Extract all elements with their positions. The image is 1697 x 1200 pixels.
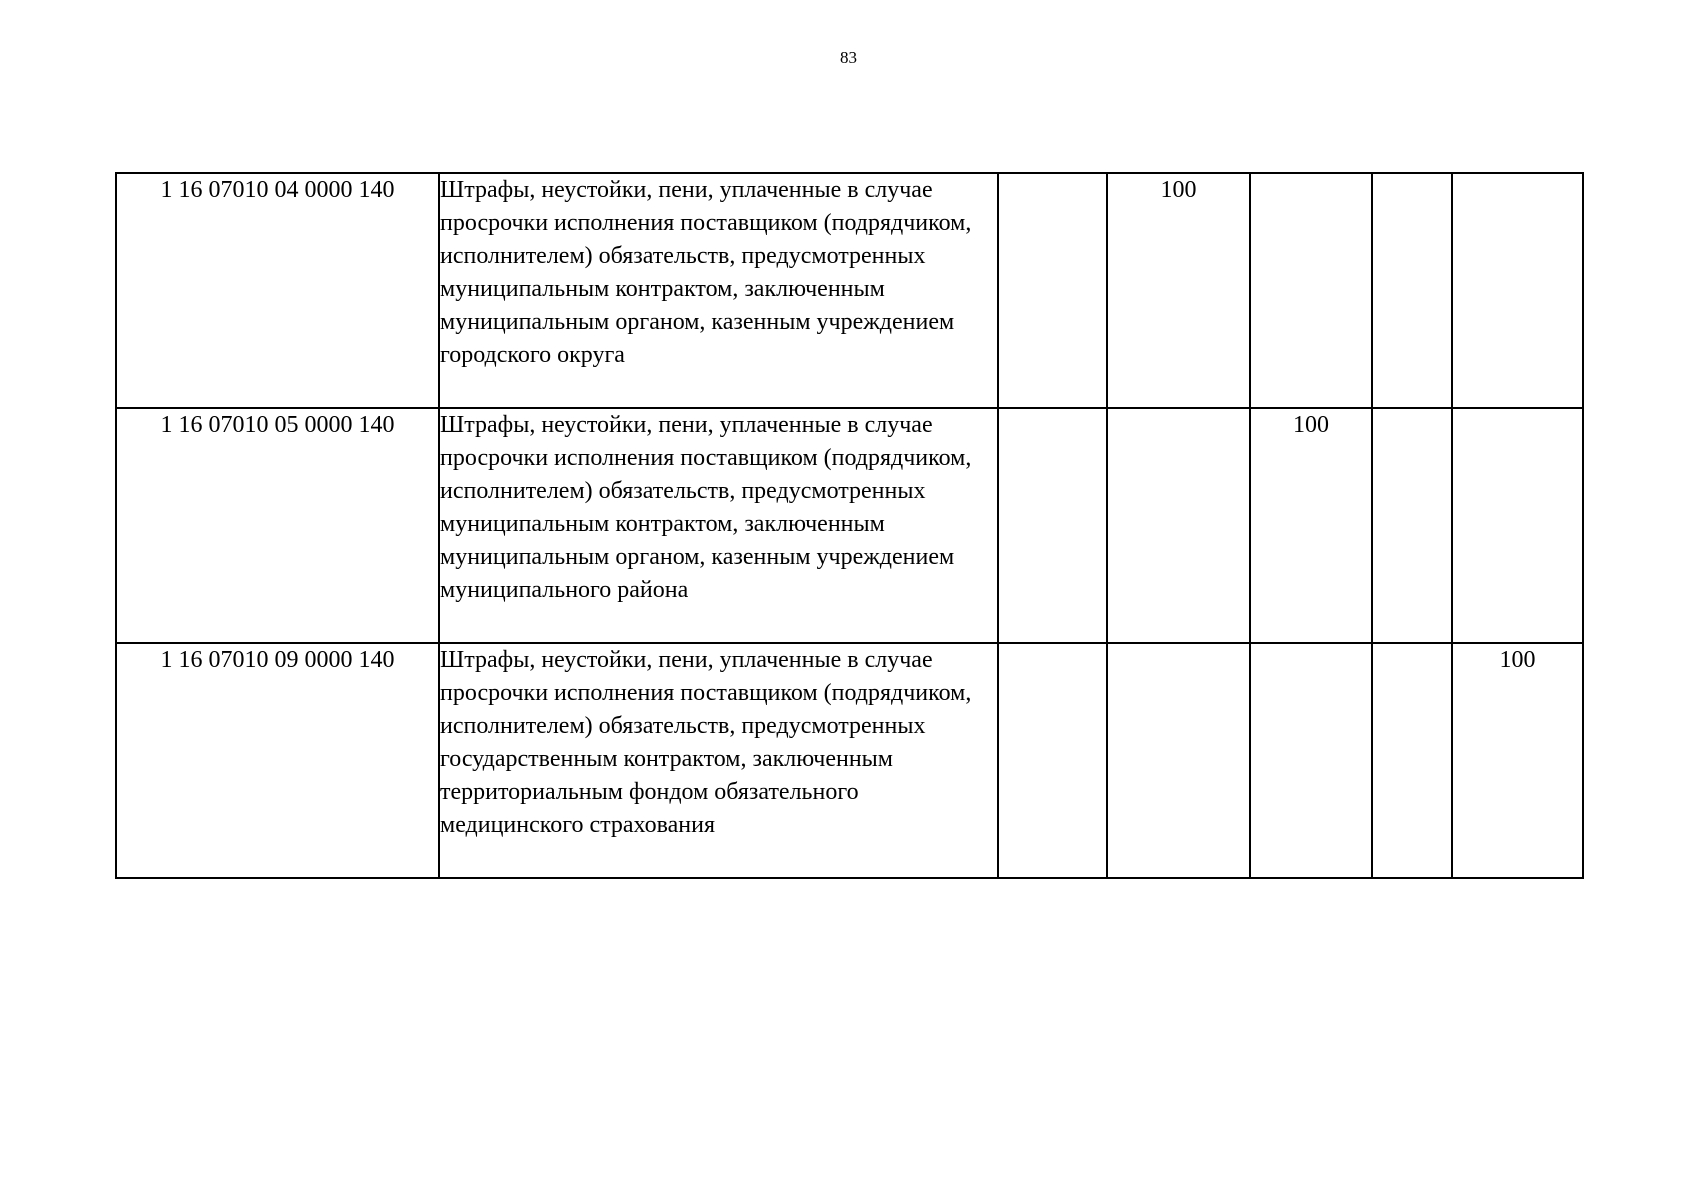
value-cell: [998, 643, 1107, 878]
value-cell: [1372, 643, 1452, 878]
value-cell: [998, 173, 1107, 408]
revenue-name-cell: Штрафы, неустойки, пени, уплаченные в случае просрочки исполнения поставщиком (подрядчиком, исполнителем) обязательств, предусмотренных муниципальным контрактом, заключенным муниципальным органом, казенным учреждением муниципального района: [439, 408, 998, 643]
value-cell: [1452, 173, 1583, 408]
table-row: [116, 408, 1583, 643]
value-cell: [1250, 643, 1372, 878]
value-cell: [998, 408, 1107, 643]
value-cell: 100: [1452, 643, 1583, 878]
revenue-code-cell: 1 16 07010 05 0000 140: [116, 408, 439, 643]
revenue-distribution-table: [115, 172, 1584, 879]
revenue-name-cell: Штрафы, неустойки, пени, уплаченные в случае просрочки исполнения поставщиком (подрядчиком, исполнителем) обязательств, предусмотренных государственным контрактом, заключенным территориальным фондом обязательного медицинского страхования: [439, 643, 998, 878]
table-row: [116, 173, 1583, 408]
revenue-name-cell: Штрафы, неустойки, пени, уплаченные в случае просрочки исполнения поставщиком (подрядчиком, исполнителем) обязательств, предусмотренных муниципальным контрактом, заключенным муниципальным органом, казенным учреждением городского округа: [439, 173, 998, 408]
value-cell: 100: [1107, 173, 1250, 408]
value-cell: [1107, 643, 1250, 878]
value-cell: [1372, 408, 1452, 643]
value-cell: [1452, 408, 1583, 643]
revenue-code-cell: 1 16 07010 04 0000 140: [116, 173, 439, 408]
value-cell: [1107, 408, 1250, 643]
value-cell: [1250, 173, 1372, 408]
value-cell: 100: [1250, 408, 1372, 643]
page-number: 83: [840, 48, 857, 67]
value-cell: [1372, 173, 1452, 408]
revenue-code-cell: 1 16 07010 09 0000 140: [116, 643, 439, 878]
table-row: [116, 643, 1583, 878]
